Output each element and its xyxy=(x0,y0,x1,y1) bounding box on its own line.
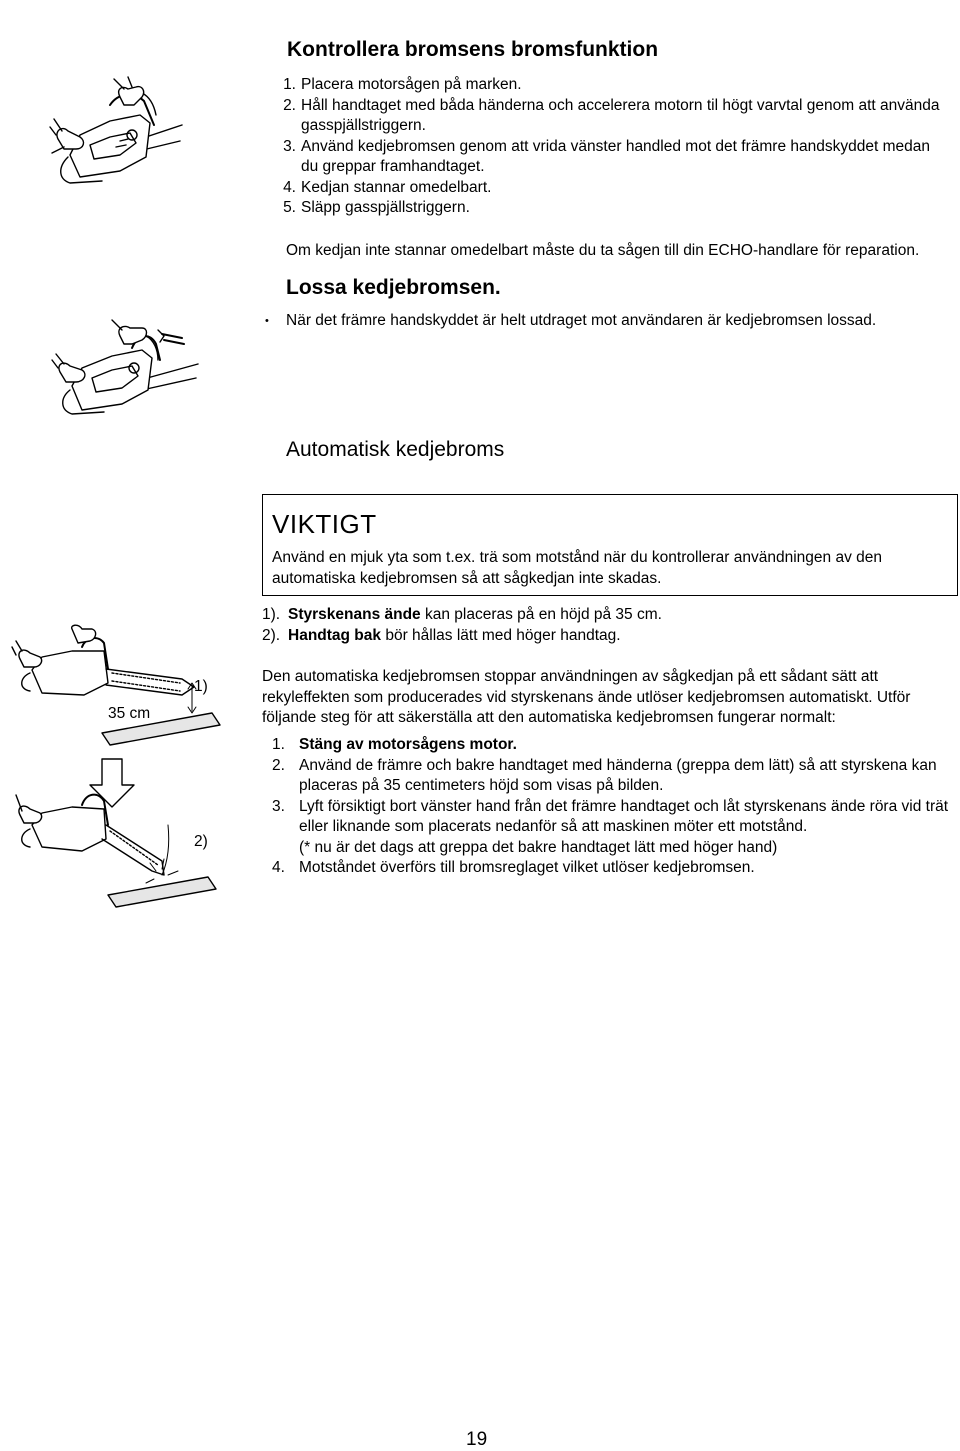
figure-label-1: 1) xyxy=(194,678,208,695)
list-item: 2. Använd de främre och bakre handtaget med händerna (greppa dem lätt) så att styrskena kan placeras på 35 centimeters höjd som visas på bilden. xyxy=(272,756,937,794)
list-item: 5. Släpp gasspjällstriggern. xyxy=(283,199,470,216)
section-title-automatic-brake: Automatisk kedjebroms xyxy=(286,438,505,461)
repair-note: Om kedjan inte stannar omedelbart måste du ta sågen till din ECHO-handlare för reparation. xyxy=(286,242,920,259)
viktigt-box xyxy=(262,494,958,596)
list-item: 3. Använd kedjebromsen genom att vrida vänster handled mot det främre handskyddet medan du greppar framhandtaget. xyxy=(283,137,930,175)
automatic-brake-illustration xyxy=(12,625,242,915)
brake-check-steps xyxy=(268,75,948,219)
automatic-brake-steps xyxy=(262,735,958,879)
viktigt-title: VIKTIGT xyxy=(272,509,377,539)
height-label: 35 cm xyxy=(108,705,151,722)
list-item: 2. Håll handtaget med båda händerna och accelerera motorn til högt varvtal genom att använda gasspjällstriggern. xyxy=(283,96,940,134)
list-item: 1). Styrskenans ände kan placeras på en höjd på 35 cm. xyxy=(262,606,662,623)
figure-notes xyxy=(262,605,952,646)
page-number: 19 xyxy=(466,1429,488,1450)
chainsaw-brake-illustration xyxy=(50,75,185,195)
viktigt-text: Använd en mjuk yta som t.ex. trä som motstånd när du kontrollerar användningen av den automatiska kedjebromsen så att sågkedjan inte skadas. xyxy=(272,549,883,587)
list-item: 4. Motståndet överförs till bromsreglaget vilket utlöser kedjebromsen. xyxy=(272,859,755,876)
section-title-release-brake: Lossa kedjebromsen. xyxy=(286,276,501,299)
list-item: 3. Lyft försiktigt bort vänster hand från det främre handtaget och låt styrskenans ände röra vid trät eller liknande som placerats nedanför så att maskinen möter ett motstånd. (* nu är det dags att greppa det bakre handtaget lätt med höger hand) xyxy=(272,797,949,856)
brake-release-illustration xyxy=(50,320,200,415)
list-item: 4. Kedjan stannar omedelbart. xyxy=(283,178,492,196)
section-title-brake-check: Kontrollera bromsens bromsfunktion xyxy=(287,38,659,61)
automatic-brake-intro: Den automatiska kedjebromsen stoppar användningen av sågkedjan på ett sådant sätt att rekyleffekten som producerades vid styrskenans ände utlöser kedjebromsen automatiskt. Utför följande steg för att säkerställa att den automatiska kedjebromsen fungerar normalt: xyxy=(262,668,911,726)
bullet-icon: • xyxy=(265,315,269,327)
list-item: 1. Placera motorsågen på marken. xyxy=(283,76,522,93)
list-item: 2). Handtag bak bör hållas lätt med höger handtag. xyxy=(262,626,621,644)
list-item: 1. Stäng av motorsågens motor. xyxy=(272,736,517,753)
figure-label-2: 2) xyxy=(194,833,208,850)
release-bullet-text: När det främre handskyddet är helt utdraget mot användaren är kedjebromsen lossad. xyxy=(286,312,877,329)
